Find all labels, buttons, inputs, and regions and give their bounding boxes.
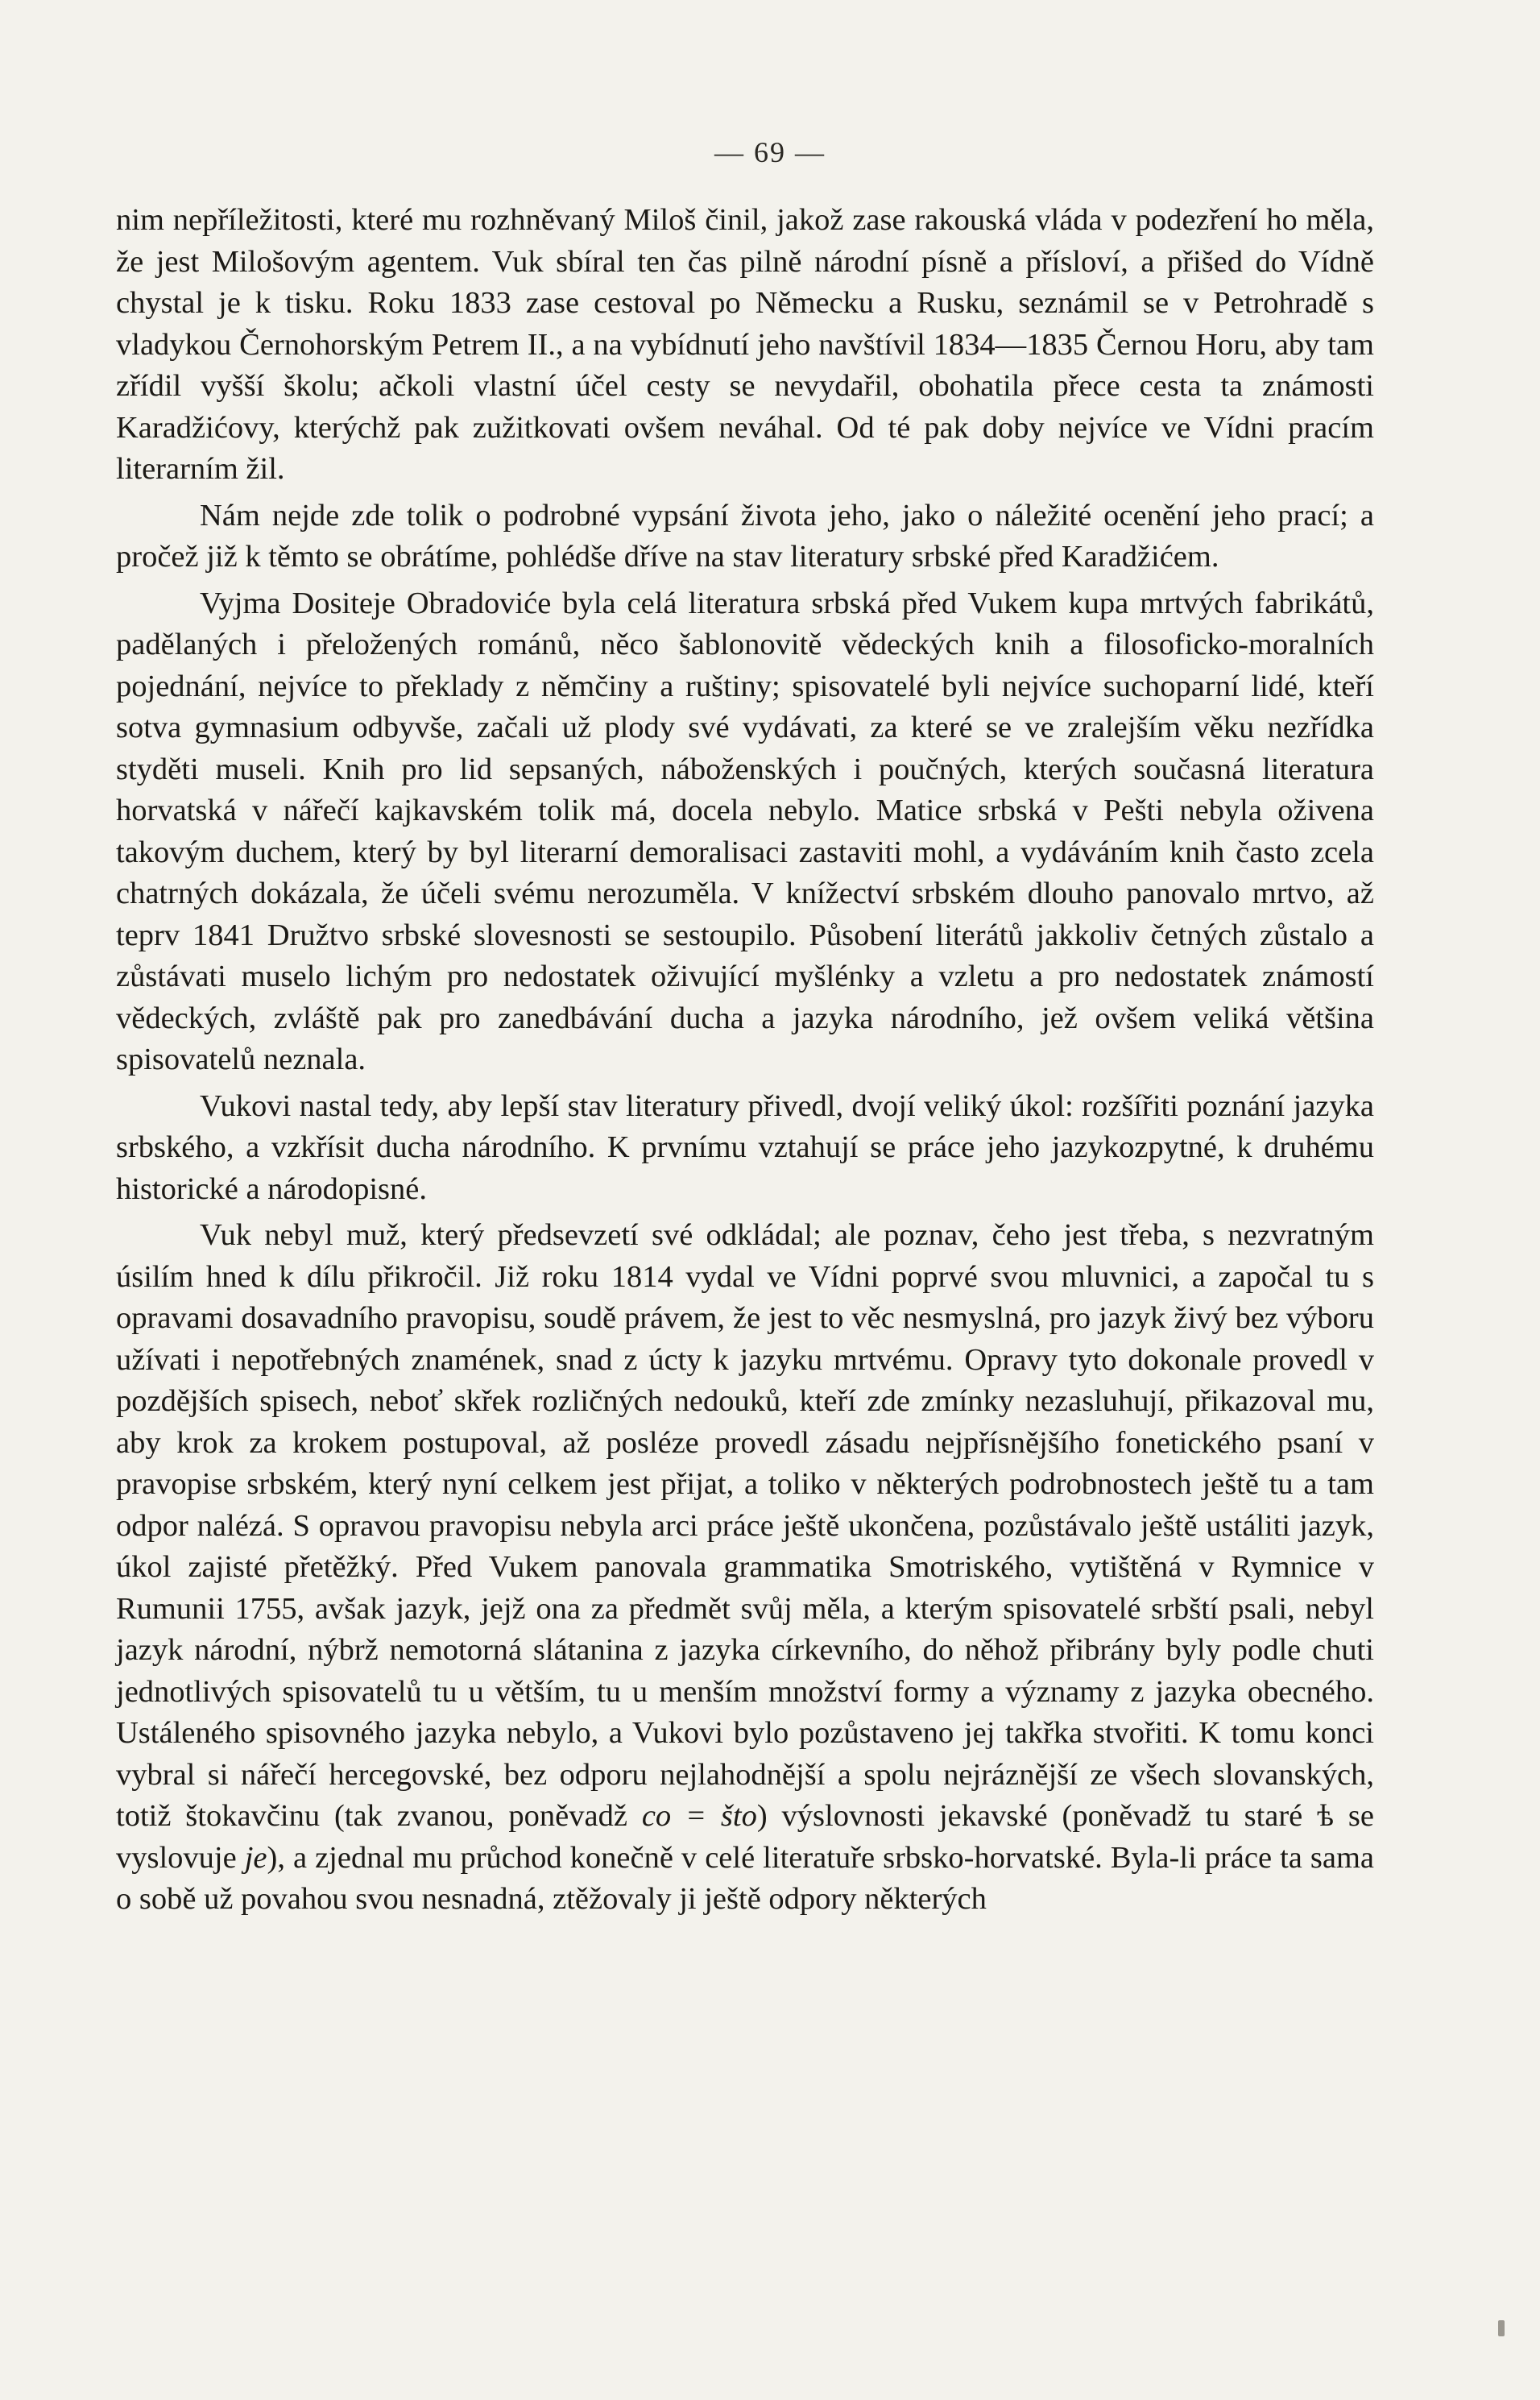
paragraph-2 xyxy=(116,495,1374,578)
page-number: — 69 — xyxy=(714,136,826,168)
italic-text: je xyxy=(244,1840,267,1875)
paragraph-text: ), a zjednal mu průchod konečně v celé literatuře srbsko-horvatské. Byla-li práce ta sama o sobě už povahou svou nesnadná, ztěžovaly ji ještě odpory některých xyxy=(116,1840,1374,1916)
scan-mark xyxy=(1498,2320,1505,2336)
paragraph-text: ) výslovnosti jekavské (poněvadž tu staré ѣ se vyslovuje xyxy=(116,1799,1374,1875)
paragraph-1 xyxy=(116,200,1374,491)
paragraph-text: Vyjma Dositeje Obradoviće byla celá literatura srbská před Vukem kupa mrtvých fabrikátů, padělaných i přeložených románů, něco šablonovitě vědeckých knih a filosoficko-moralních pojednání, nejvíce to překlady z němčiny a ruštiny; spisovatelé byli nejvíce suchoparní lidé, kteří sotva gymnasium odbyvše, začali už plody své vydávati, za které se ve zralejším věku nezřídka styděti museli. Knih pro lid sepsaných, náboženských i poučných, kterých současná literatura horvatská v nářečí kajkavském tolik má, docela nebylo. Matice srbská v Pešti nebyla oživena takovým duchem, který by byl literarní demoralisaci zastaviti mohl, a vydáváním knih často zcela chatrných dokázala, že účeli svému nerozuměla. V knížectví srbském dlouho panovalo mrtvo, až teprv 1841 Družtvo srbské slovesnosti se sestoupilo. Působení literátů jakkoliv četných zůstalo a zůstávati muselo lichým pro nedostatek oživující myšlénky a vzletu a pro nedostatek známostí vědeckých, zvláště pak pro zanedbávání ducha a jazyka národního, jež ovšem veliká většina spisovatelů neznala. xyxy=(116,586,1374,1076)
paragraph-5 xyxy=(116,1215,1374,1921)
paragraph-4 xyxy=(116,1086,1374,1211)
italic-text: co = što xyxy=(641,1799,757,1833)
paragraph-3 xyxy=(116,583,1374,1081)
paragraph-text: nim nepříležitosti, které mu rozhněvaný Miloš činil, jakož zase rakouská vláda v podezření ho měla, že jest Milošovým agentem. Vuk sbíral ten čas pilně národní písně a přísloví, a přišed do Vídně chystal je k tisku. Roku 1833 zase cestoval po Německu a Rusku, seznámil se v Petrohradě s vladykou Černohorským Petrem II., a na vybídnutí jeho navštívil 1834—1835 Černou Horu, aby tam zřídil vyšší školu; ačkoli vlastní účel cesty se nevydařil, obohatila přece cesta ta známosti Karadžićovy, kterýchž pak zužitkovati ovšem neváhal. Od té pak doby nejvíce ve Vídni pracím literarním žil. xyxy=(116,203,1374,486)
paragraph-text: Vukovi nastal tedy, aby lepší stav literatury přivedl, dvojí veliký úkol: rozšířiti poznání jazyka srbského, a vzkřísit ducha národního. K prvnímu vztahují se práce jeho jazykozpytné, k druhému historické a národopisné. xyxy=(116,1088,1374,1206)
paragraph-text: Nám nejde zde tolik o podrobné vypsání života jeho, jako o náležité ocenění jeho prací; a pročež již k těmto se obrátíme, pohlédše dříve na stav literatury srbské před Karadžićem. xyxy=(116,498,1374,574)
body-text xyxy=(116,200,1374,1921)
paragraph-text: Vuk nebyl muž, který předsevzetí své odkládal; ale poznav, čeho jest třeba, s nezvratným úsilím hned k dílu přikročil. Již roku 1814 vydal ve Vídni poprvé svou mluvnici, a započal tu s opravami dosavadního pravopisu, soudě právem, že jest to věc nesmyslná, pro jazyk živý bez výboru užívati i nepotřebných znamének, snad z úcty k jazyku mrtvému. Opravy tyto dokonale provedl v pozdějších spisech, neboť skřek rozličných nedouků, kteří zde zmínky nezasluhují, přikazoval mu, aby krok za krokem postupoval, až posléze provedl zásadu nejpřísnějšího fonetického psaní v pravopise srbském, který nyní celkem jest přijat, a toliko v některých podrobnostech ještě tu a tam odpor nalézá. S opravou pravopisu nebyla arci práce ještě ukončena, pozůstávalo ještě ustáliti jazyk, úkol zajisté přetěžký. Před Vukem panovala grammatika Smotriského, vytištěná v Rymnice v Rumunii 1755, avšak jazyk, jejž ona za předmět svůj měla, a kterým spisovatelé srbští psali, nebyl jazyk národní, nýbrž nemotorná slátanina z jazyka církevního, do něhož přibrány byly podle chuti jednotlivých spisovatelů tu u větším, tu u menším množství formy a významy z jazyka obecného. Ustáleného spisovného jazyka nebylo, a Vukovi bylo pozůstaveno jej takřka stvořiti. K tomu konci vybral si nářečí hercegovské, bez odporu nejlahodnější a spolu nejrázněјší ze všech slovanských, totiž štokavčinu (tak zvanou, poněvadž xyxy=(116,1218,1374,1833)
